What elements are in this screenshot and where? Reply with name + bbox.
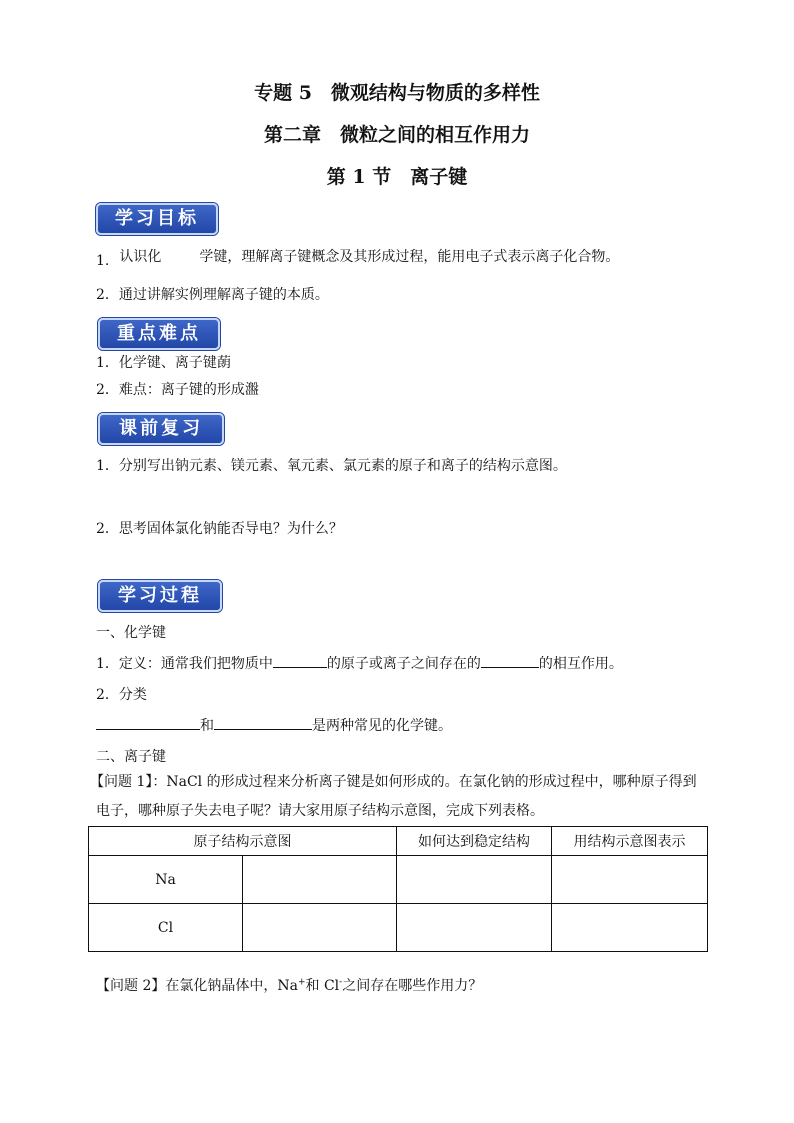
na-charge: + [297,977,306,988]
goal-item-1-number: 1. [96,253,110,269]
table-cell [397,904,552,952]
review-item-1: 1．分别写出钠元素、镁元素、氧元素、氯元素的原子和离子的结构示意图。 [96,458,567,474]
key-point-1: 1．化学键、离子键蓢 [96,355,231,371]
goal-item-1-text-a: 认识化 [119,249,162,265]
question-2-line [96,976,482,996]
table-header-cell: 原子结构示意图 [89,827,397,856]
heading-chemical-bond: 一、化学键 [96,625,166,641]
table-row-label: Na [89,856,243,904]
pre-class-review-badge: 课前复习 [98,413,224,445]
table-row [89,856,708,904]
section-title: 第 1 节 离子键 [326,166,468,188]
learning-goals-badge: 学习目标 [96,203,218,235]
table-header-row [89,827,708,856]
table-cell [397,856,552,904]
goal-item-1 [96,247,619,267]
definition-text-c: 的相互作用。 [538,656,623,672]
table-cell [552,904,708,952]
classification-line [96,715,452,736]
review-item-2: 2．思考固体氯化钠能否导电？为什么？ [96,521,343,537]
question-1-line-2: 电子，哪种原子失去电子呢？请大家用原子结构示意图，完成下列表格。 [96,803,544,819]
classification-end: 是两种常见的化学键。 [312,718,452,734]
definition-text-b: 的原子或离子之间存在的 [326,656,481,672]
blank-2 [481,653,539,668]
key-points-badge: 重点难点 [98,318,220,350]
key-point-2: 2．难点：离子键的形成瀊 [96,382,259,398]
question-2-text-c: 之间存在哪些作用力？ [342,978,483,994]
definition-line [96,653,623,674]
topic-title: 专题 5 微观结构与物质的多样性 [254,82,540,104]
table-row [89,904,708,952]
blank-4 [214,715,312,730]
table-cell [243,856,397,904]
blank-1 [273,653,327,668]
blank-3 [96,715,200,730]
structure-table [88,826,708,952]
classification-label: 2．分类 [96,687,147,703]
table-header-cell: 如何达到稳定结构 [397,827,552,856]
question-2-text-a: 【问题 2】在氯化钠晶体中，Na [96,978,298,994]
question-1-line-1: 【问题 1】：NaCl 的形成过程来分析离子键是如何形成的。在氯化钠的形成过程中，哪种原子得到 [90,774,697,790]
heading-ionic-bond: 二、离子键 [96,749,166,765]
table-row-label: Cl [89,904,243,952]
cl-charge: - [339,977,343,988]
goal-item-2: 2．通过讲解实例理解离子键的本质。 [96,287,329,303]
definition-text-a: 1．定义：通常我们把物质中 [96,656,273,672]
table-cell [243,904,397,952]
classification-mid: 和 [200,718,214,734]
goal-item-1-text-b: 学键，理解离子键概念及其形成过程，能用电子式表示离子化合物。 [199,249,620,265]
table-cell [552,856,708,904]
table-header-cell: 用结构示意图表示 [552,827,708,856]
question-2-text-b: 和 Cl [305,978,340,994]
learning-process-badge: 学习过程 [98,580,222,612]
chapter-title: 第二章 微粒之间的相互作用力 [263,124,530,146]
